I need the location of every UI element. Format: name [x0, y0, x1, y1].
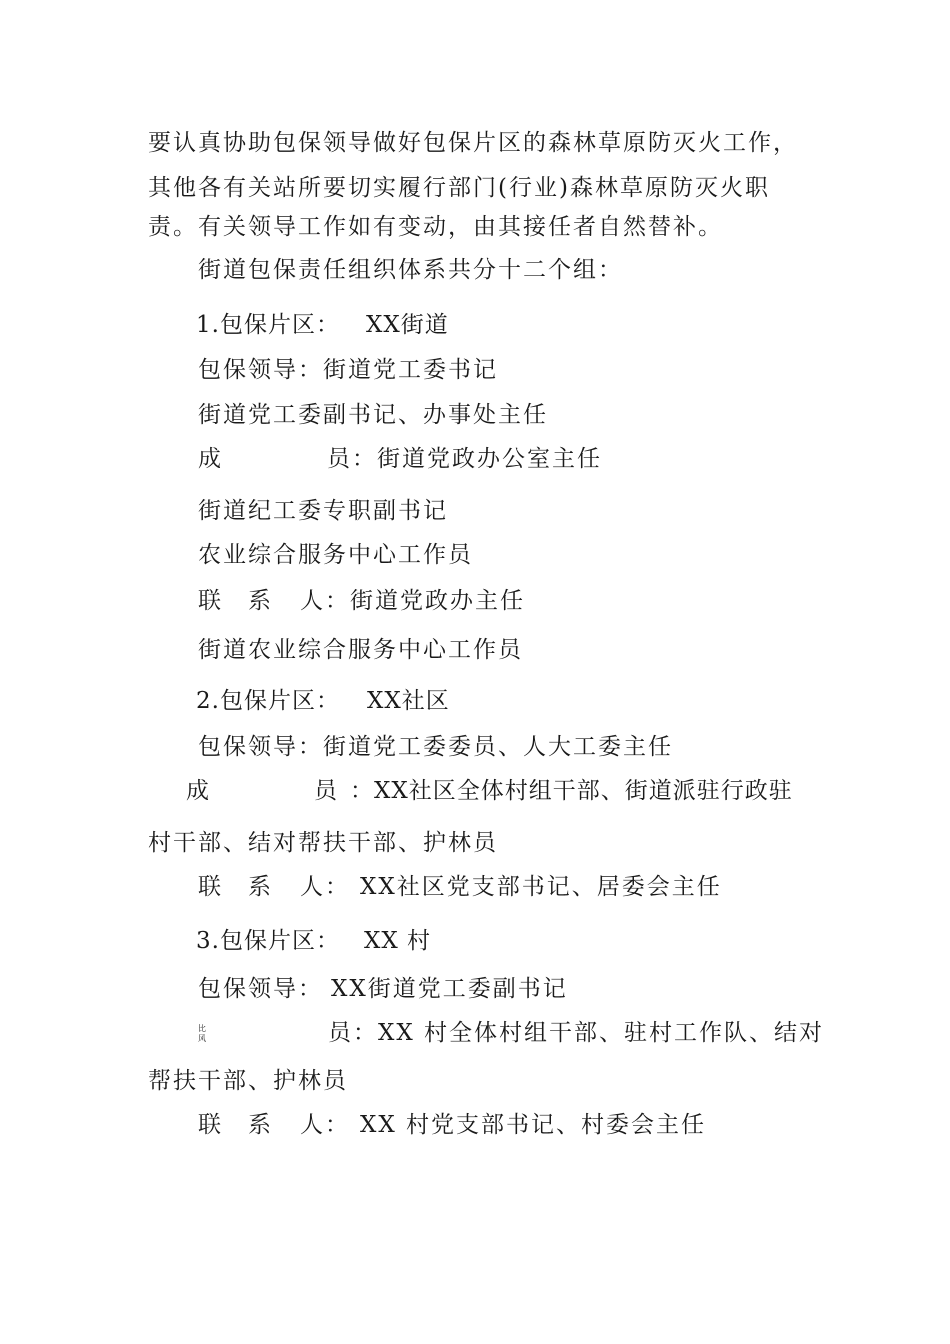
group2-contact-b: 系 — [248, 874, 273, 900]
group1-leader — [198, 355, 498, 385]
group1-member-value: 街道党政办公室主任 — [377, 446, 602, 472]
group1-member — [198, 444, 602, 474]
group2-contact-a: 联 — [198, 874, 223, 900]
group2-member — [186, 776, 793, 806]
group1-member-extra-1: 街道纪工委专职副书记 — [198, 498, 448, 524]
group1-contact-b: 系 — [248, 588, 273, 614]
group3-area — [196, 926, 431, 956]
group1-contact-extra: 街道农业综合服务中心工作员 — [198, 637, 523, 663]
group3-contact-a: 联 — [198, 1112, 223, 1138]
group3-member-label-a: 比 风 — [198, 1024, 206, 1043]
group2-member-label-a: 成 — [186, 778, 210, 804]
group1-area — [196, 310, 449, 340]
intro-line-3: 责。有关领导工作如有变动，由其接任者自然替补。 — [148, 214, 723, 240]
group3-leader-label: 包保领导： — [198, 976, 323, 1002]
group3-contact-value: XX 村党支部书记、村委会主任 — [360, 1112, 707, 1138]
group1-leader-label: 包保领导： — [198, 357, 323, 383]
group2-area-label: 2.包保片区： — [196, 688, 340, 714]
group3-leader — [198, 974, 568, 1004]
group1-leader-value: 街道党工委书记 — [323, 357, 498, 383]
group3-area-label: 3.包保片区： — [196, 928, 340, 954]
group2-leader-label: 包保领导： — [198, 734, 323, 760]
group2-member-value: ：XX社区全体村组干部、街道派驻行政驻 — [350, 778, 793, 804]
group2-contact — [198, 872, 722, 902]
intro-line-2: 其他各有关站所要切实履行部门(行业)森林草原防灭火职 — [148, 175, 770, 201]
group1-leader-extra: 街道党工委副书记、办事处主任 — [198, 402, 548, 428]
group3-area-value: XX 村 — [363, 928, 432, 954]
intro-line-4: 街道包保责任组织体系共分十二个组： — [198, 257, 623, 283]
group1-member-label-a: 成 — [198, 446, 223, 472]
group2-leader-value: 街道党工委委员、人大工委主任 — [323, 734, 673, 760]
group1-area-label: 1.包保片区： — [196, 312, 340, 338]
group2-area-value: XX社区 — [366, 688, 450, 714]
group3-member — [198, 1018, 824, 1048]
group2-member-cont: 村干部、结对帮扶干部、护林员 — [148, 830, 498, 856]
group3-member-cont: 帮扶干部、护林员 — [148, 1068, 348, 1094]
group3-contact-c: 人： — [300, 1112, 350, 1138]
group3-leader-value: XX街道党工委副书记 — [331, 976, 568, 1002]
intro-line-1: 要认真协助包保领导做好包保片区的森林草原防灭火工作， — [148, 130, 798, 156]
group3-contact-b: 系 — [248, 1112, 273, 1138]
group2-contact-c: 人： — [300, 874, 350, 900]
group1-contact-c: 人： — [300, 588, 350, 614]
group2-area — [196, 686, 450, 716]
group3-contact — [198, 1110, 706, 1140]
group1-area-value: XX街道 — [365, 312, 449, 338]
group3-member-value: XX 村全体村组干部、驻村工作队、结对 — [378, 1020, 825, 1046]
group1-member-extra-2: 农业综合服务中心工作员 — [198, 542, 473, 568]
group2-leader — [198, 732, 673, 762]
group3-member-label-b: 员： — [328, 1020, 378, 1046]
group2-member-label-b: 员 — [314, 778, 338, 804]
group1-member-label-b: 员： — [327, 446, 377, 472]
group1-contact-value: 街道党政办主任 — [350, 588, 525, 614]
group2-contact-value: XX社区党支部书记、居委会主任 — [360, 874, 722, 900]
group1-contact-a: 联 — [198, 588, 223, 614]
group1-contact — [198, 586, 525, 616]
